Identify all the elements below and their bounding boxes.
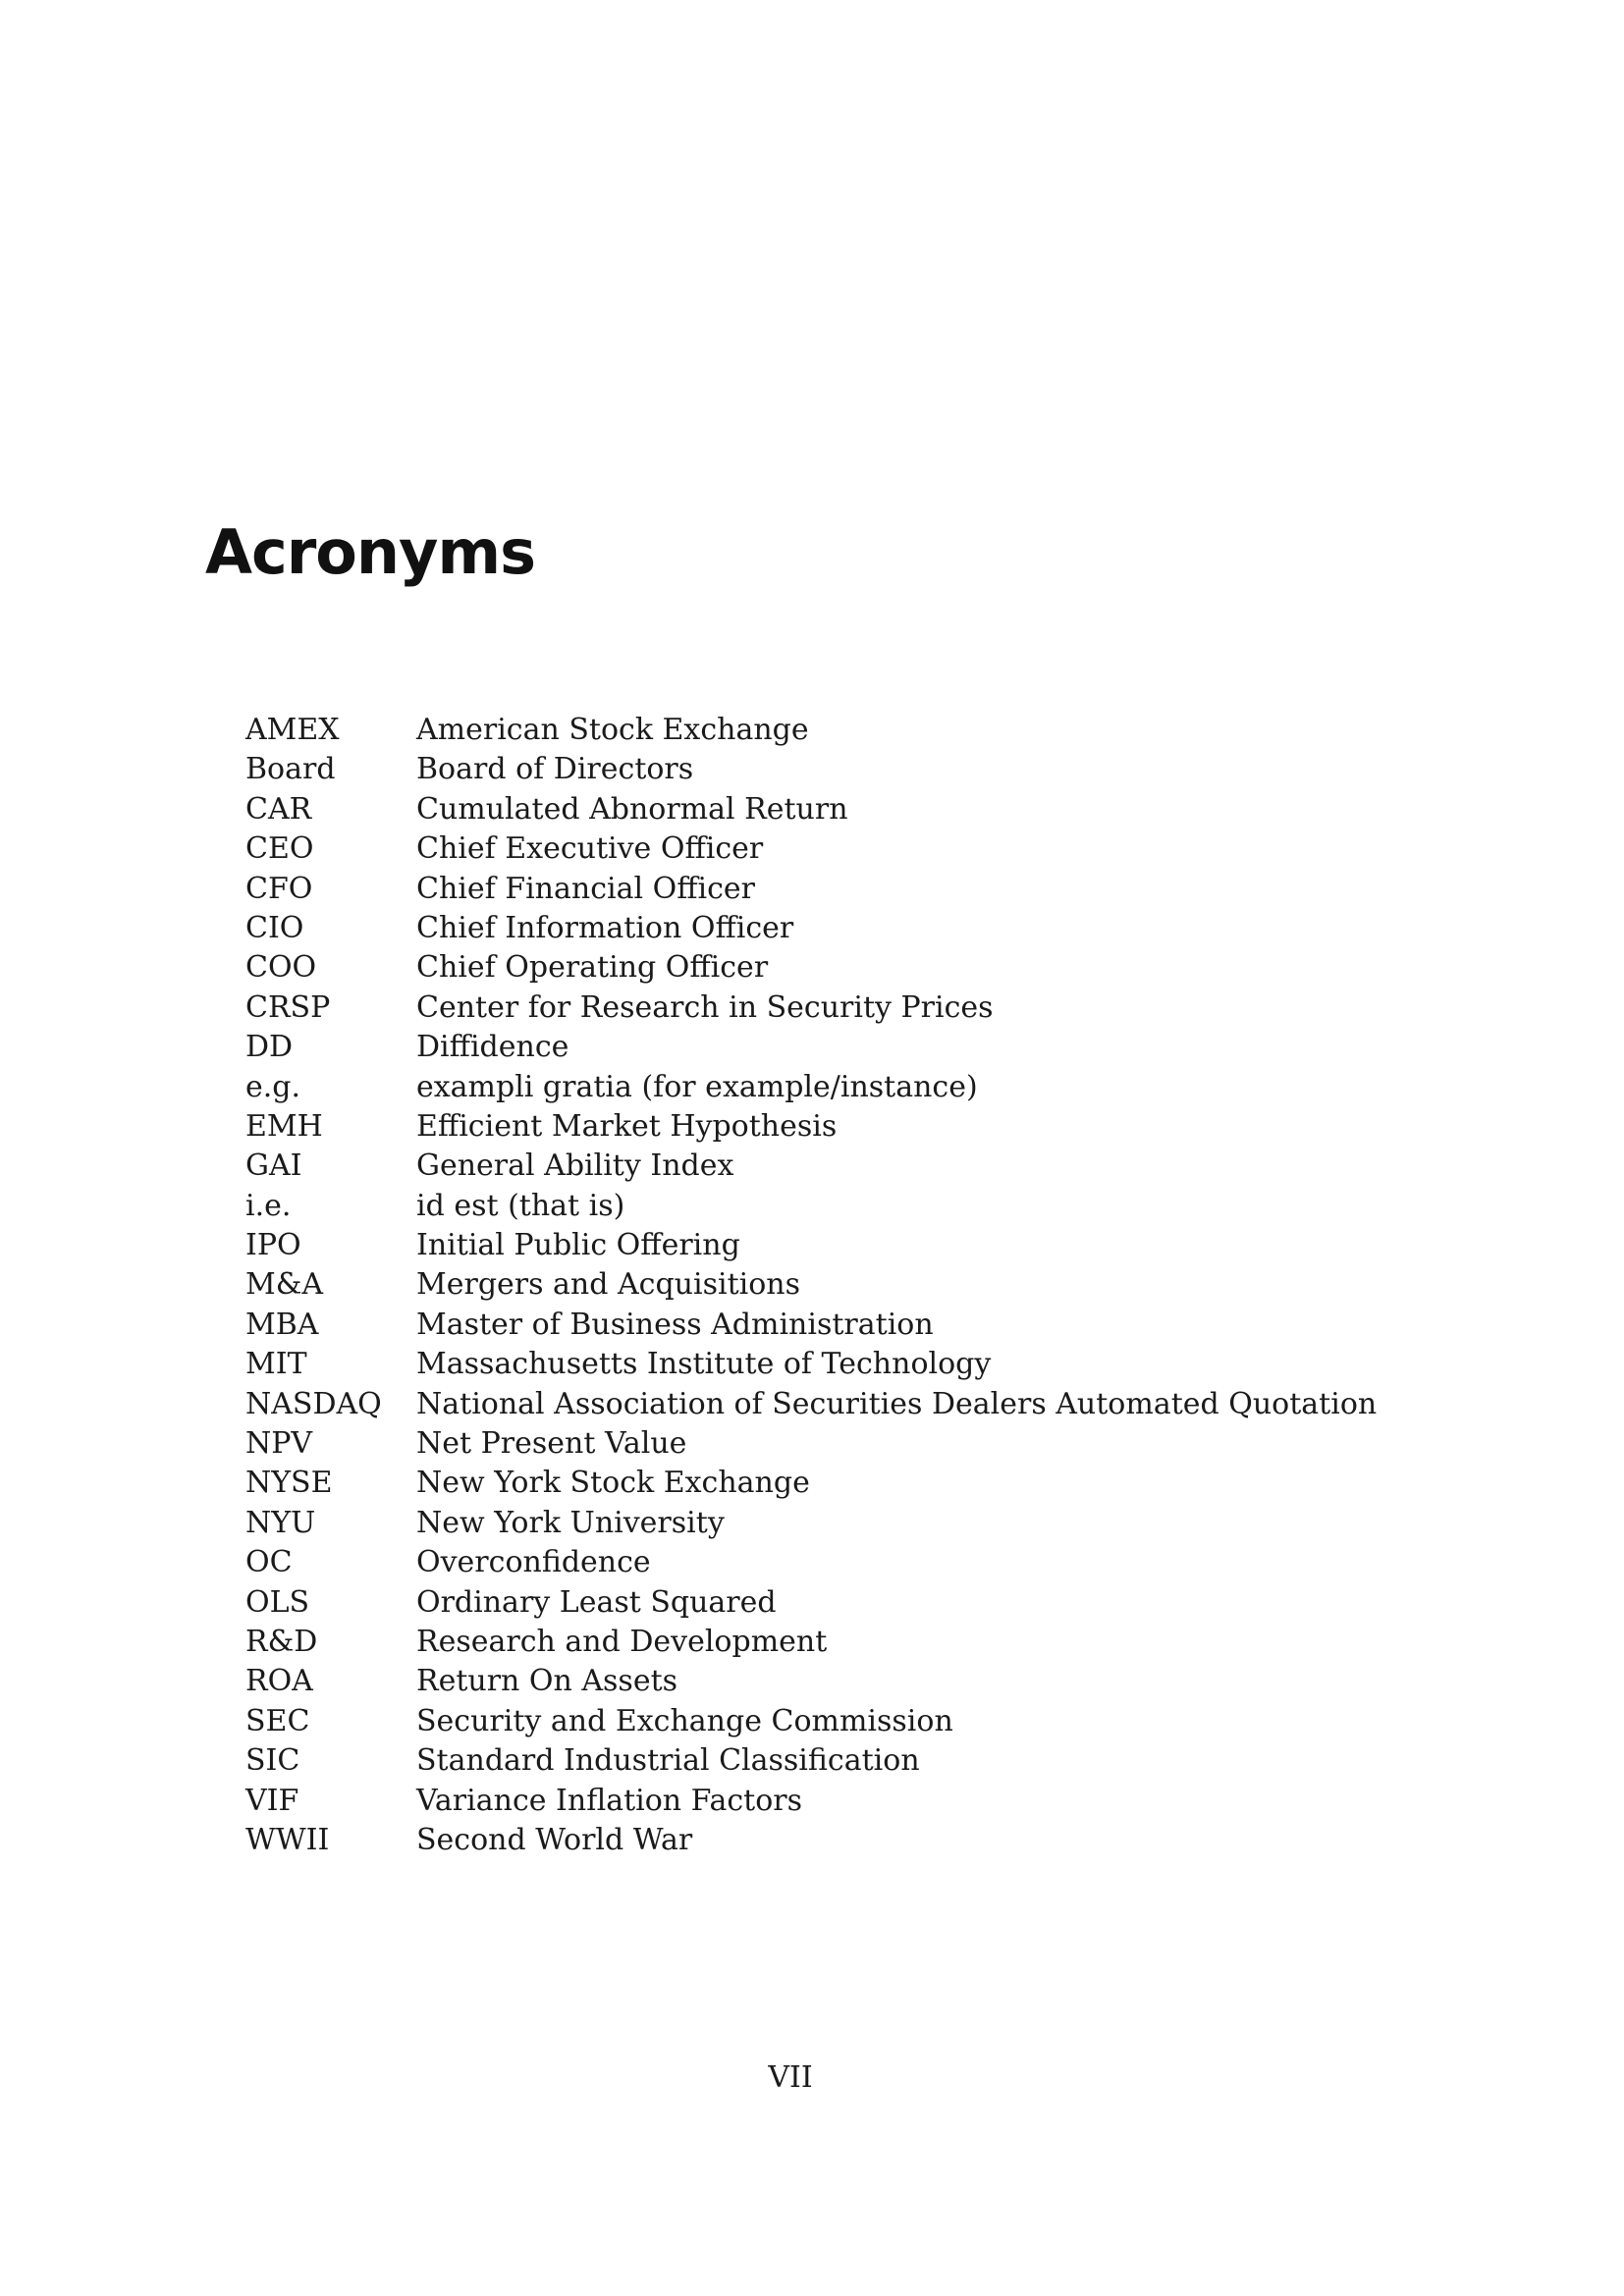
acronym-abbreviation: Board bbox=[245, 752, 336, 787]
acronym-row bbox=[245, 1662, 1522, 1701]
acronym-definition: Chief Information Officer bbox=[416, 910, 794, 945]
acronym-row bbox=[245, 870, 1522, 909]
acronym-definition: Return On Assets bbox=[416, 1664, 678, 1699]
acronym-definition: Ordinary Least Squared bbox=[416, 1584, 777, 1620]
page-title: Acronyms bbox=[205, 516, 535, 588]
acronym-definition: exampli gratia (for example/instance) bbox=[416, 1069, 978, 1104]
acronym-definition: Massachusetts Institute of Technology bbox=[416, 1347, 992, 1382]
acronym-row bbox=[245, 711, 1522, 750]
acronym-abbreviation: ROA bbox=[245, 1664, 313, 1699]
acronym-row bbox=[245, 1782, 1522, 1821]
acronym-definition: Mergers and Acquisitions bbox=[416, 1267, 800, 1303]
acronym-row bbox=[245, 750, 1522, 789]
acronym-row bbox=[245, 1504, 1522, 1543]
acronym-row bbox=[245, 1464, 1522, 1503]
page-number: VII bbox=[768, 2060, 813, 2095]
acronym-definition: Second World War bbox=[416, 1822, 693, 1857]
acronym-row bbox=[245, 1543, 1522, 1582]
acronym-abbreviation: CEO bbox=[245, 831, 314, 867]
acronym-abbreviation: R&D bbox=[245, 1624, 318, 1659]
acronym-abbreviation: DD bbox=[245, 1030, 294, 1065]
acronym-definition: Overconfidence bbox=[416, 1545, 651, 1580]
acronym-abbreviation: e.g. bbox=[245, 1069, 301, 1104]
acronym-row bbox=[245, 1068, 1522, 1107]
acronym-abbreviation: CFO bbox=[245, 871, 313, 906]
acronym-definition: id est (that is) bbox=[416, 1188, 625, 1223]
acronym-row bbox=[245, 909, 1522, 948]
acronym-definition: Net Present Value bbox=[416, 1426, 687, 1462]
acronym-definition: Efficient Market Hypothesis bbox=[416, 1108, 838, 1144]
acronym-abbreviation: VIF bbox=[245, 1783, 299, 1818]
acronym-abbreviation: OC bbox=[245, 1545, 293, 1580]
acronym-row bbox=[245, 1424, 1522, 1464]
acronym-abbreviation: MBA bbox=[245, 1307, 319, 1342]
acronym-definition: Chief Executive Officer bbox=[416, 831, 764, 867]
acronym-definition: Board of Directors bbox=[416, 752, 694, 787]
acronym-row bbox=[245, 1345, 1522, 1384]
acronym-definition: Security and Exchange Commission bbox=[416, 1703, 953, 1738]
acronym-row bbox=[245, 790, 1522, 829]
acronym-row bbox=[245, 1583, 1522, 1623]
acronym-abbreviation: NASDAQ bbox=[245, 1386, 382, 1421]
acronym-row bbox=[245, 829, 1522, 869]
acronym-row bbox=[245, 1821, 1522, 1860]
acronym-definition: Initial Public Offering bbox=[416, 1228, 740, 1263]
acronym-definition: Variance Inflation Factors bbox=[416, 1783, 802, 1818]
acronym-row bbox=[245, 1226, 1522, 1265]
acronym-abbreviation: CRSP bbox=[245, 989, 331, 1025]
acronym-row bbox=[245, 1385, 1522, 1424]
acronym-row bbox=[245, 1702, 1522, 1741]
acronym-row bbox=[245, 1028, 1522, 1067]
acronym-definition: American Stock Exchange bbox=[416, 713, 809, 747]
acronym-definition: Diffidence bbox=[416, 1030, 569, 1065]
acronym-abbreviation: OLS bbox=[245, 1584, 310, 1620]
acronym-abbreviation: M&A bbox=[245, 1267, 324, 1303]
acronym-abbreviation: NYU bbox=[245, 1505, 316, 1540]
acronym-definition: New York Stock Exchange bbox=[416, 1466, 810, 1501]
acronym-row bbox=[245, 1741, 1522, 1781]
acronym-definition: Chief Financial Officer bbox=[416, 871, 756, 906]
acronym-abbreviation: NYSE bbox=[245, 1466, 333, 1501]
acronym-row bbox=[245, 1147, 1522, 1186]
acronym-abbreviation: GAI bbox=[245, 1148, 302, 1184]
acronym-definition: National Association of Securities Dealers Automated Quotation bbox=[416, 1386, 1378, 1421]
acronym-definition: Master of Business Administration bbox=[416, 1307, 934, 1342]
acronym-row bbox=[245, 1187, 1522, 1226]
acronym-definition: General Ability Index bbox=[416, 1148, 734, 1184]
acronym-definition: Center for Research in Security Prices bbox=[416, 989, 994, 1025]
acronym-abbreviation: i.e. bbox=[245, 1188, 292, 1223]
acronym-definition: Standard Industrial Classification bbox=[416, 1743, 920, 1779]
acronym-definition: New York University bbox=[416, 1505, 725, 1540]
acronym-row bbox=[245, 1107, 1522, 1147]
acronym-abbreviation: CAR bbox=[245, 791, 312, 827]
acronym-abbreviation: SEC bbox=[245, 1703, 310, 1738]
acronym-definition: Chief Operating Officer bbox=[416, 950, 769, 986]
acronym-abbreviation: MIT bbox=[245, 1347, 307, 1382]
acronym-row bbox=[245, 1306, 1522, 1345]
acronym-definition: Research and Development bbox=[416, 1624, 828, 1659]
acronym-row bbox=[245, 948, 1522, 988]
acronym-list bbox=[245, 711, 1522, 1860]
acronym-abbreviation: CIO bbox=[245, 910, 304, 945]
acronym-definition: Cumulated Abnormal Return bbox=[416, 791, 848, 827]
acronym-abbreviation: SIC bbox=[245, 1743, 300, 1779]
acronym-row bbox=[245, 988, 1522, 1028]
acronym-abbreviation: NPV bbox=[245, 1426, 313, 1462]
acronym-abbreviation: WWII bbox=[245, 1822, 330, 1857]
acronym-abbreviation: IPO bbox=[245, 1228, 301, 1263]
acronym-row bbox=[245, 1265, 1522, 1305]
acronym-abbreviation: AMEX bbox=[245, 713, 340, 747]
acronym-row bbox=[245, 1623, 1522, 1662]
acronym-abbreviation: COO bbox=[245, 950, 317, 986]
acronym-abbreviation: EMH bbox=[245, 1108, 323, 1144]
